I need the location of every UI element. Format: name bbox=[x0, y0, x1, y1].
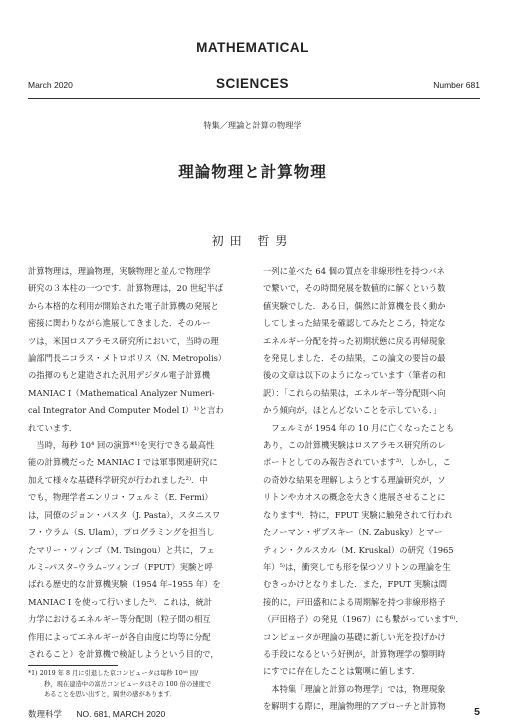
issue-number: Number 681 bbox=[433, 80, 480, 90]
text-line: にすでに存在したことは驚嘆に値します． bbox=[263, 666, 421, 677]
page-number: 5 bbox=[474, 706, 480, 718]
text-line: ツは，米国ロスアラモス研究所において，当時の理 bbox=[28, 335, 219, 346]
text-line: MANIAC I（Mathematical Analyzer Numeri- bbox=[28, 387, 215, 398]
article-title: 理論物理と計算物理 bbox=[178, 162, 327, 181]
text-line: の指揮のもと建造された汎用デジタル電子計算機 bbox=[28, 370, 211, 381]
footnote bbox=[28, 669, 242, 701]
text-line: フェルミが 1954 年の 10 月に亡くなったことも bbox=[263, 422, 455, 433]
footnote-line: 秒，現在建造中の富岳コンピュータはその 100 倍の速度で bbox=[44, 680, 212, 688]
text-line: 値実験でした．ある日，偶然に計算機を長く動か bbox=[263, 300, 446, 311]
left-column bbox=[28, 263, 242, 663]
text-line: ルミ–パスタ–ウラム–ツィンゴ（FPUT）実験と呼 bbox=[28, 561, 213, 572]
text-line: たマリー・ツィンゴ（M. Tsingou）と共に，フェ bbox=[28, 544, 215, 555]
text-line: の奇妙な結果を理解しようとする理論研究が，ソ bbox=[263, 474, 446, 485]
footer-journal bbox=[28, 708, 165, 720]
text-line: たノーマン・ザブスキー（N. Zabusky）とマー bbox=[263, 527, 443, 538]
text-line: 接的に，戸田盛和による周期解を持つ非線形格子 bbox=[263, 596, 446, 607]
text-line: でも，物理学者エンリコ・フェルミ（E. Fermi） bbox=[28, 492, 213, 503]
text-line: 一列に並べた 64 個の質点を非線形性を持つバネ bbox=[263, 266, 445, 276]
text-line: cal Integrator And Computer Model I）¹⁾と言わ bbox=[28, 405, 224, 416]
right-column bbox=[263, 263, 480, 716]
text-line: 密接に関わりながら進展してきました．そのルー bbox=[28, 318, 211, 329]
footnote-rule bbox=[28, 665, 118, 666]
text-line: れています． bbox=[28, 422, 78, 433]
text-line: ばれる歴史的な計算機実験（1954 年–1955 年）を bbox=[28, 579, 221, 590]
text-line: 後の文章は以下のようになっています（筆者の和 bbox=[263, 370, 446, 381]
text-line: 計算物理は，理論物理，実験物理と並んで物理学 bbox=[28, 266, 211, 276]
text-line: 加えて様々な基礎科学研究が行われました²⁾．中 bbox=[28, 474, 208, 485]
text-line: 年）⁵⁾は，衝突しても形を保つソリトンの理論を生 bbox=[263, 561, 451, 572]
text-line: フ・ウラム（S. Ulam），プログラミングを担当し bbox=[28, 527, 215, 538]
text-line: むきっかけとなりました．また，FPUT 実験は間 bbox=[263, 579, 447, 590]
author-name: 初田 哲男 bbox=[211, 234, 294, 248]
text-line: リトンやカオスの概念を大きく進展させることに bbox=[263, 492, 446, 503]
text-line: MANIAC I を使って行いました³⁾．これは，統計 bbox=[28, 596, 213, 607]
text-line: 論部門長ニコラス・メトロポリス（N. Metropolis） bbox=[28, 353, 227, 364]
text-line: コンピュータが理論の基礎に新しい光を投げかけ bbox=[263, 631, 446, 642]
journal-name-line1: MATHEMATICAL bbox=[196, 40, 309, 55]
text-line: 作用によってエネルギーが各自由度に均等に分配 bbox=[28, 631, 211, 642]
header-rule bbox=[28, 98, 480, 99]
journal-name-line2: SCIENCES bbox=[215, 76, 290, 91]
text-line: エネルギー分配を持った初期状態に戻る再帰現象 bbox=[263, 335, 446, 346]
footer-journal-name: 数理科学 bbox=[28, 709, 63, 719]
text-line: （戸田格子）の発見（1967）にも繋がっています⁶⁾． bbox=[263, 614, 464, 625]
section-label: 特集／理論と計算の物理学 bbox=[203, 120, 302, 130]
text-line: かう傾向が，ほとんどないことを示している．」 bbox=[263, 405, 442, 416]
text-line: 本特集「理論と計算の物理学」では，物理現象 bbox=[263, 683, 446, 694]
text-line: ティン・クルスカル（M. Kruskal）の研究（1965 bbox=[263, 544, 454, 555]
text-line: で繋いで，その時間発展を数値的に解くという数 bbox=[263, 283, 446, 294]
text-line: 当時，毎秒 10⁴ 回の演算*¹⁾を実行できる最高性 bbox=[28, 440, 215, 451]
footnote-line: *1) 2019 年 8 月に引退した京コンピュータは毎秒 10¹⁶ 回/ bbox=[28, 670, 199, 677]
issue-date: March 2020 bbox=[28, 80, 73, 90]
text-line: 訳）：「これらの結果は，エネルギー等分配則へ向 bbox=[263, 387, 446, 398]
text-line: あり，この計算機実験はロスアラモス研究所のレ bbox=[263, 440, 446, 451]
text-line: なります⁴⁾．特に，FPUT 実験に触発されて行われ bbox=[263, 509, 453, 520]
text-line: 力学におけるエネルギー等分配則（粒子間の相互 bbox=[28, 614, 211, 625]
footnote-line: あることを思い出すと，隔世の感があります． bbox=[44, 691, 176, 698]
text-line: は，同僚のジョン・パスタ（J. Pasta），スタニスワ bbox=[28, 509, 221, 520]
text-line: 研究の３本柱の一つです．計算物理は，20 世紀半ば bbox=[28, 283, 224, 294]
text-line: してしまった結果を確認してみたところ，特定な bbox=[263, 318, 446, 329]
text-line: を解明する際に，理論物理的アプローチと計算物 bbox=[263, 701, 446, 712]
text-line: る手段になるという好例が，計算物理学の黎明時 bbox=[263, 648, 446, 659]
footer-issue: NO. 681, MARCH 2020 bbox=[76, 709, 166, 719]
text-line: ポートとしてのみ報告されています³⁾．しかし，こ bbox=[263, 457, 451, 468]
text-line: を発見しました．その結果，この論文の要旨の最 bbox=[263, 353, 446, 364]
text-line: から本格的な利用が開始された電子計算機の発展と bbox=[28, 300, 219, 311]
text-line: されること）を計算機で検証しようという目的で， bbox=[28, 648, 219, 659]
text-line: 能の計算機だった MANIAC I では軍事関連研究に bbox=[28, 457, 218, 468]
